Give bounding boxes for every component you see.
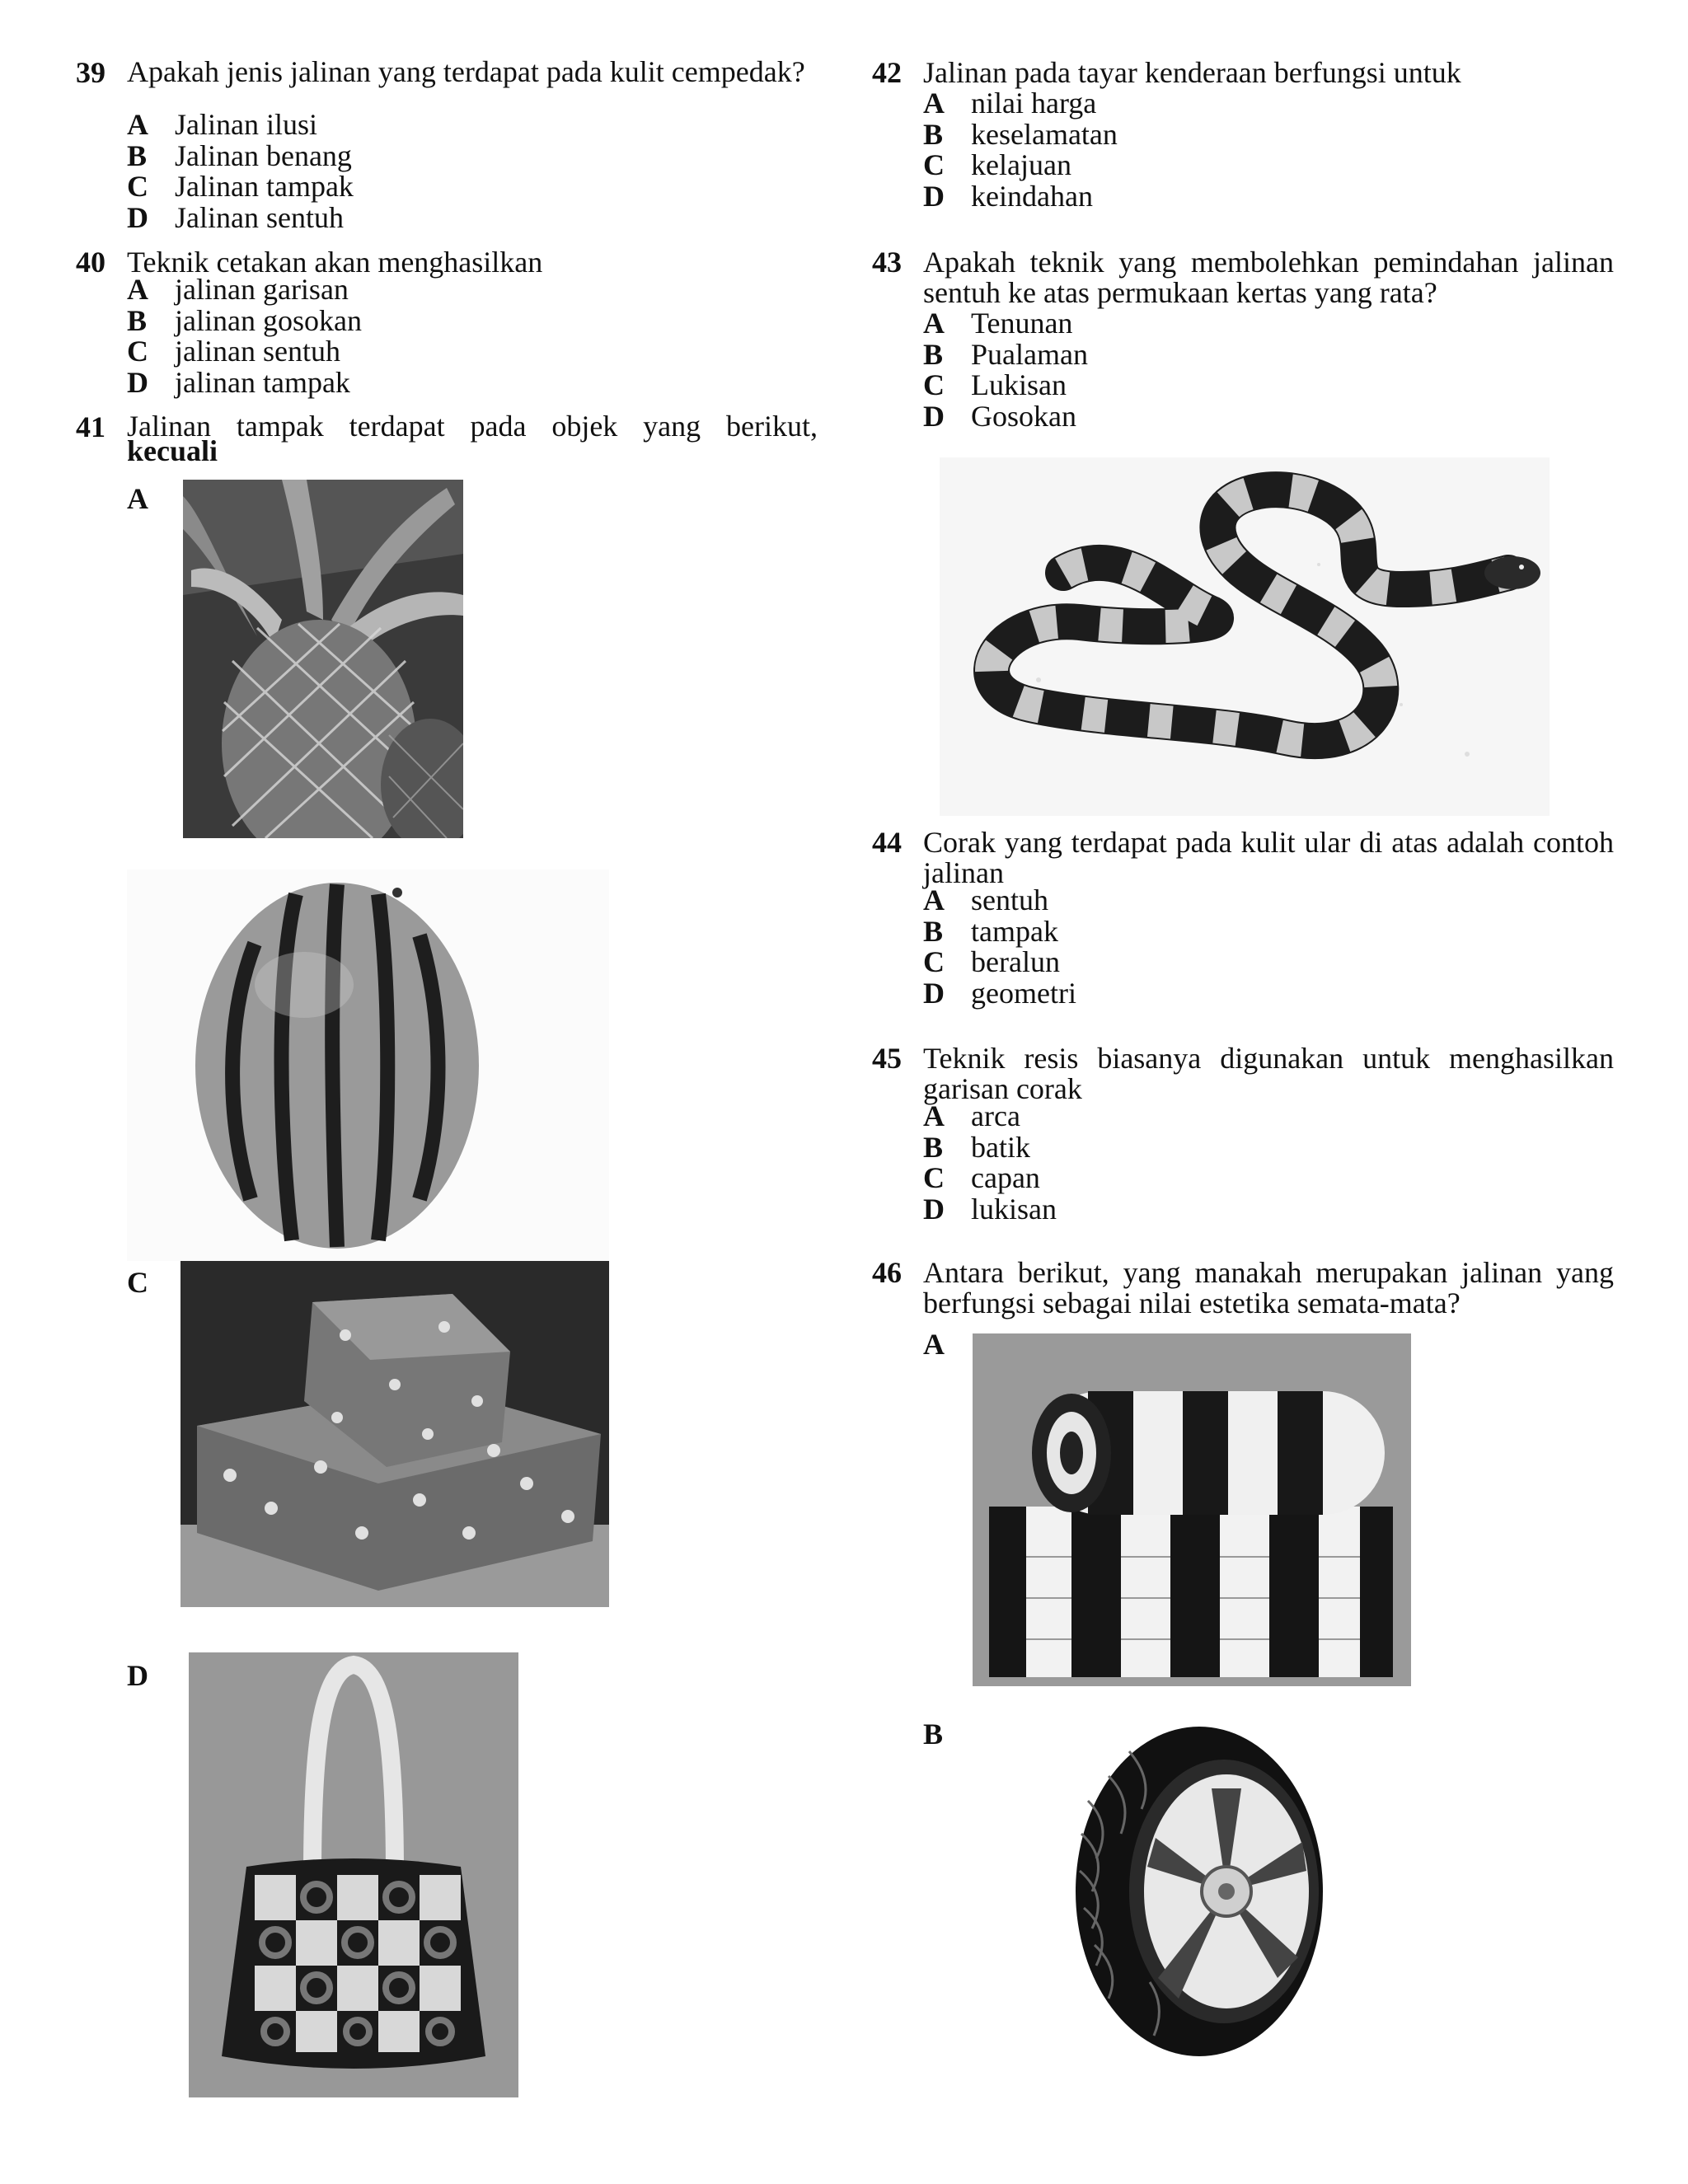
option-letter: B bbox=[127, 138, 148, 172]
option-text: Pualaman bbox=[971, 337, 1088, 371]
question-number: 41 bbox=[76, 410, 106, 443]
option-list bbox=[127, 274, 362, 398]
option-text: Jalinan tampak bbox=[175, 170, 354, 203]
option-text: nilai harga bbox=[971, 87, 1097, 120]
option-text: Lukisan bbox=[971, 368, 1067, 401]
option-a[interactable] bbox=[923, 885, 1076, 916]
question-number: 44 bbox=[872, 826, 902, 859]
option-list bbox=[923, 885, 1076, 1009]
picture-label-a: A bbox=[127, 482, 148, 515]
option-text: jalinan garisan bbox=[175, 273, 349, 306]
question-stem: Teknik cetakan akan menghasilkan bbox=[127, 246, 543, 279]
option-d[interactable] bbox=[923, 978, 1076, 1010]
option-letter: A bbox=[923, 1099, 945, 1132]
option-text: lukisan bbox=[971, 1192, 1057, 1226]
option-letter: C bbox=[127, 335, 148, 368]
option-d[interactable] bbox=[127, 200, 354, 234]
question-stem: Apakah jenis jalinan yang terdapat pada kulit cempedak? bbox=[127, 55, 805, 88]
option-c[interactable] bbox=[923, 370, 1088, 401]
option-text: jalinan tampak bbox=[175, 365, 350, 399]
option-a[interactable] bbox=[923, 88, 1118, 120]
option-letter: A bbox=[923, 883, 945, 916]
option-text: beralun bbox=[971, 945, 1060, 978]
towels-photo[interactable] bbox=[973, 1333, 1411, 1686]
option-text: keindahan bbox=[971, 179, 1093, 213]
picture-label-a: A bbox=[923, 1328, 945, 1361]
option-b[interactable] bbox=[923, 916, 1076, 948]
option-text: jalinan sentuh bbox=[175, 335, 340, 368]
option-letter: A bbox=[127, 273, 148, 306]
option-b[interactable] bbox=[923, 337, 1088, 371]
option-c[interactable] bbox=[923, 150, 1118, 181]
question-stem: Corak yang terdapat pada kulit ular di atas adalah contoh jalinan bbox=[923, 826, 1614, 889]
option-letter: D bbox=[127, 200, 148, 234]
option-letter: D bbox=[923, 399, 945, 433]
question-number: 40 bbox=[76, 246, 106, 279]
option-list bbox=[923, 88, 1118, 212]
gift-boxes-photo[interactable] bbox=[181, 1261, 609, 1607]
option-a[interactable] bbox=[127, 110, 354, 141]
option-letter: A bbox=[923, 87, 945, 120]
option-letter: C bbox=[127, 170, 148, 203]
option-letter: D bbox=[923, 1192, 945, 1226]
option-text: capan bbox=[971, 1161, 1040, 1194]
bag-photo[interactable] bbox=[189, 1652, 518, 2097]
option-text: Jalinan sentuh bbox=[175, 200, 344, 234]
option-d[interactable] bbox=[923, 181, 1118, 213]
question-number: 45 bbox=[872, 1042, 902, 1075]
option-list bbox=[923, 1101, 1057, 1225]
option-c[interactable] bbox=[923, 1163, 1057, 1194]
option-text: Tenunan bbox=[971, 307, 1073, 340]
pineapple-photo[interactable] bbox=[183, 480, 463, 838]
option-letter: B bbox=[923, 1130, 944, 1164]
option-list bbox=[127, 110, 354, 233]
picture-label-d: D bbox=[127, 1659, 148, 1692]
question-stem-emphasis: kecuali bbox=[127, 434, 218, 467]
option-a[interactable] bbox=[923, 1101, 1057, 1132]
option-letter: D bbox=[923, 179, 945, 213]
option-letter: B bbox=[923, 117, 944, 151]
option-text: Jalinan benang bbox=[175, 138, 352, 172]
question-stem: Antara berikut, yang manakah merupakan jalinan yang berfungsi sebagai nilai estetika semata-mata? bbox=[923, 1256, 1614, 1319]
option-c[interactable] bbox=[127, 171, 354, 203]
question-number: 43 bbox=[872, 246, 902, 279]
option-d[interactable] bbox=[923, 401, 1088, 433]
option-d[interactable] bbox=[127, 365, 362, 399]
option-text: sentuh bbox=[971, 883, 1048, 916]
option-letter: C bbox=[923, 368, 945, 401]
question-stem-text: Jalinan tampak terdapat pada objek yang berikut, bbox=[127, 410, 818, 443]
option-b[interactable] bbox=[127, 303, 362, 337]
question-number: 42 bbox=[872, 56, 902, 89]
tyre-photo[interactable] bbox=[973, 1710, 1414, 2073]
option-letter: C bbox=[923, 945, 945, 978]
option-letter: C bbox=[923, 1161, 945, 1194]
option-letter: B bbox=[127, 303, 148, 337]
option-b[interactable] bbox=[127, 138, 354, 172]
option-list bbox=[923, 308, 1088, 432]
option-a[interactable] bbox=[923, 308, 1088, 340]
watermelon-photo[interactable] bbox=[127, 869, 609, 1261]
option-b[interactable] bbox=[923, 1132, 1057, 1164]
option-text: geometri bbox=[971, 976, 1076, 1010]
option-text: keselamatan bbox=[971, 117, 1118, 151]
option-letter: A bbox=[127, 108, 148, 141]
option-letter: B bbox=[923, 337, 944, 371]
question-number: 39 bbox=[76, 56, 106, 89]
option-text: tampak bbox=[971, 914, 1058, 948]
option-letter: B bbox=[923, 914, 944, 948]
question-stem: Jalinan pada tayar kenderaan berfungsi untuk bbox=[923, 56, 1461, 89]
option-text: jalinan gosokan bbox=[175, 303, 362, 337]
option-c[interactable] bbox=[923, 947, 1076, 978]
picture-label-c: C bbox=[127, 1266, 148, 1299]
option-a[interactable] bbox=[127, 274, 362, 306]
option-letter: D bbox=[127, 365, 148, 399]
question-stem: Teknik resis biasanya digunakan untuk menghasilkan garisan corak bbox=[923, 1042, 1614, 1105]
option-letter: D bbox=[923, 976, 945, 1010]
snake-photo[interactable] bbox=[940, 457, 1550, 816]
option-text: kelajuan bbox=[971, 148, 1071, 181]
option-text: Jalinan ilusi bbox=[175, 108, 317, 141]
option-text: arca bbox=[971, 1099, 1020, 1132]
option-text: Gosokan bbox=[971, 399, 1076, 433]
option-letter: A bbox=[923, 307, 945, 340]
option-c[interactable] bbox=[127, 336, 362, 368]
option-text: batik bbox=[971, 1130, 1030, 1164]
picture-label-b: B bbox=[923, 1718, 944, 1750]
question-number: 46 bbox=[872, 1256, 902, 1289]
option-letter: C bbox=[923, 148, 945, 181]
option-d[interactable] bbox=[923, 1194, 1057, 1226]
question-stem: Apakah teknik yang membolehkan pemindahan jalinan sentuh ke atas permukaan kertas yang rata? bbox=[923, 246, 1614, 309]
option-b[interactable] bbox=[923, 117, 1118, 151]
question-stem bbox=[127, 412, 818, 465]
